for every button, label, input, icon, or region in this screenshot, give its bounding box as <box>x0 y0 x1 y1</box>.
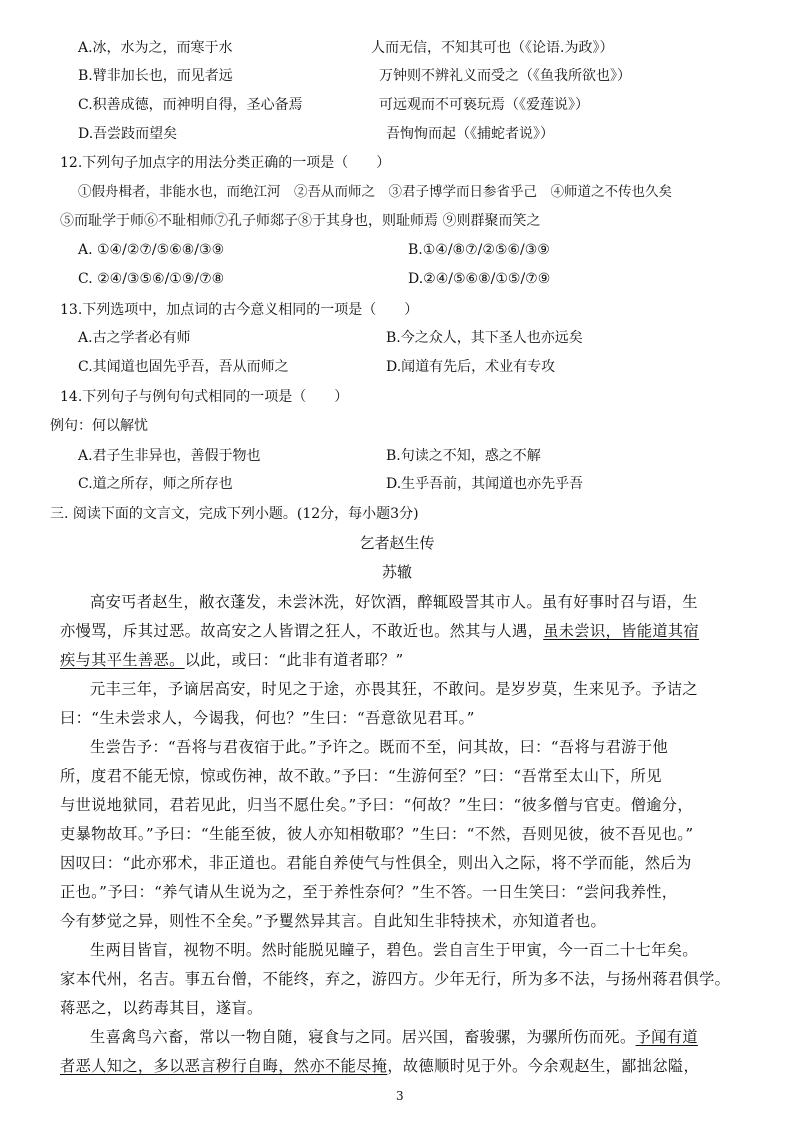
q13-option-d: D.闻道有先后，术业有专攻 <box>386 359 556 375</box>
underlined-sentence: 者恶人知之，多以恶言秽行自晦，然亦不能尽掩 <box>60 1057 388 1075</box>
q11-option-b-left: B.臂非加长也，而见者远 <box>78 68 233 84</box>
q13-option-b: B.今之众人，其下圣人也亦远矣 <box>386 330 583 346</box>
passage-line <box>60 1056 699 1076</box>
passage-text: 以此，或曰：“此非有道者耶？” <box>184 651 404 669</box>
q12-sentences-line2: ⑤而耻学于师⑥不耻相师⑦孔子师郯子⑧于其身也，则耻师焉 ⑨则群聚而笑之 <box>60 213 541 229</box>
q14-option-a: A.君子生非异也，善假于物也 <box>78 448 261 464</box>
q14-stem: 14.下列句子与例句句式相同的一项是（ ） <box>60 389 349 405</box>
q13-option-a: A.古之学者必有师 <box>78 330 191 346</box>
passage-line <box>90 1027 698 1047</box>
passage-line: 元丰三年，予谪居高安，时见之于途，亦畏其狂，不敢问。是岁岁莫，生来见予。予诘之 <box>90 680 698 698</box>
passage-text: 亦慢骂，斥其过恶。故高安之人皆谓之狂人，不敢近也。然其与人遇， <box>60 622 544 640</box>
underlined-sentence: 予闻有道 <box>635 1028 698 1046</box>
passage-line: 曰：“生未尝求人，今谒我，何也？”生曰：“吾意欲见君耳。” <box>60 709 475 727</box>
q12-sentences-line1: ①假舟楫者，非能水也，而绝江河 ②吾从而师之 ③君子博学而日参省乎己 ④师道之不传也久矣 <box>78 184 672 200</box>
q14-option-c: C.道之所存，师之所存也 <box>78 476 233 492</box>
underlined-sentence: 疾与其平生善恶。 <box>60 651 185 669</box>
q12-option-b: B.①④/⑧⑦/②⑤⑥/③⑨ <box>408 242 550 258</box>
q12-option-d: D.②④/⑤⑥⑧/①⑤/⑦⑨ <box>408 271 551 287</box>
passage-line <box>60 650 404 670</box>
section-heading: 三. 阅读下面的文言文，完成下列小题。(12分，每小题3分) <box>50 506 419 522</box>
passage-text: 生喜禽鸟六畜，常以一物自随，寝食与之同。居兴国，畜骏骡，为骡所伤而死。 <box>90 1028 636 1046</box>
passage-line: 因叹曰：“此亦邪术，非正道也。君能自养使气与性俱全，则出入之际，将不学而能，然后为 <box>60 854 692 872</box>
q12-option-a: A. ①④/②⑦/⑤⑥⑧/③⑨ <box>78 242 225 258</box>
passage-line: 生两目皆盲，视物不明。然时能脱见瞳子，碧色。尝自言生于甲寅，今一百二十七年矣。 <box>90 941 698 959</box>
passage-line: 与世说地狱同，君若见此，归当不愿仕矣。”予曰：“何故？”生曰：“彼多僧与官吏。僧逾分， <box>60 796 693 814</box>
q12-stem: 12.下列句子加点字的用法分类正确的一项是（ ） <box>60 155 391 171</box>
passage-line: 吏暴物故耳。”予曰：“生能至彼，彼人亦知相敬耶？”生曰：“不然，吾则见彼，彼不吾见也。” <box>60 825 694 843</box>
q11-option-d-right: 吾恂恂而起（《捕蛇者说》） <box>386 126 554 142</box>
q14-option-d: D.生乎吾前，其闻道也亦先乎吾 <box>386 476 584 492</box>
passage-title: 乞者赵生传 <box>359 534 435 552</box>
passage-line: 高安丐者赵生，敝衣蓬发，未尝沐洗，好饮酒，醉辄殴詈其市人。虽有好事时召与语，生 <box>90 593 698 611</box>
q11-option-b-right: 万钟则不辨礼义而受之（《鱼我所欲也》） <box>379 68 631 84</box>
q13-stem: 13.下列选项中，加点词的古今意义相同的一项是（ ） <box>60 302 419 318</box>
passage-line: 蒋恶之，以药毒其目，遂盲。 <box>60 999 263 1017</box>
q11-option-c-right: 可远观而不可亵玩焉（《爱莲说》） <box>379 97 589 113</box>
passage-line: 正也。”予曰：“养气请从生说为之，至于养性奈何？”生不答。一日生笑曰：“尝问我养性， <box>60 883 678 901</box>
q11-option-d-left: D.吾尝跂而望矣 <box>78 126 178 142</box>
underlined-sentence: 虽未尝识，皆能道其宿 <box>543 622 700 640</box>
q14-example: 例句：何以解忧 <box>50 418 148 434</box>
page-number: 3 <box>396 1089 404 1103</box>
passage-line: 生尝告予：“吾将与君夜宿于此。”予许之。既而不至，问其故，曰：“吾将与君游于他 <box>90 738 669 756</box>
q13-option-c: C.其闻道也固先乎吾，吾从而师之 <box>78 359 289 375</box>
q14-option-b: B.句读之不知，惑之不解 <box>386 448 541 464</box>
passage-line <box>60 621 699 641</box>
passage-line: 家本代州，名吉。事五台僧，不能终，弃之，游四方。少年无行，所为多不法，与扬州蒋君俱学。 <box>60 970 731 988</box>
q11-option-a-left: A.冰，水为之，而寒于水 <box>78 40 233 56</box>
q11-option-c-left: C.积善成德，而神明自得，圣心备焉 <box>78 97 303 113</box>
passage-author: 苏辙 <box>381 563 412 581</box>
passage-line: 今有梦觉之异，则性不全矣。”予矍然异其言。自此知生非特挟术，亦知道者也。 <box>60 912 607 930</box>
passage-text: ，故德顺时见于外。今余观赵生，鄙拙忿隘， <box>387 1057 700 1075</box>
q11-option-a-right: 人而无信，不知其可也（《论语.为政》） <box>371 40 614 56</box>
q12-option-c: C. ②④/③⑤⑥/①⑨/⑦⑧ <box>78 271 225 287</box>
passage-line: 所，度君不能无惊，惊或伤神，故不敢。”予曰：“生游何至？”曰：“吾常至太山下，所见 <box>60 767 662 785</box>
